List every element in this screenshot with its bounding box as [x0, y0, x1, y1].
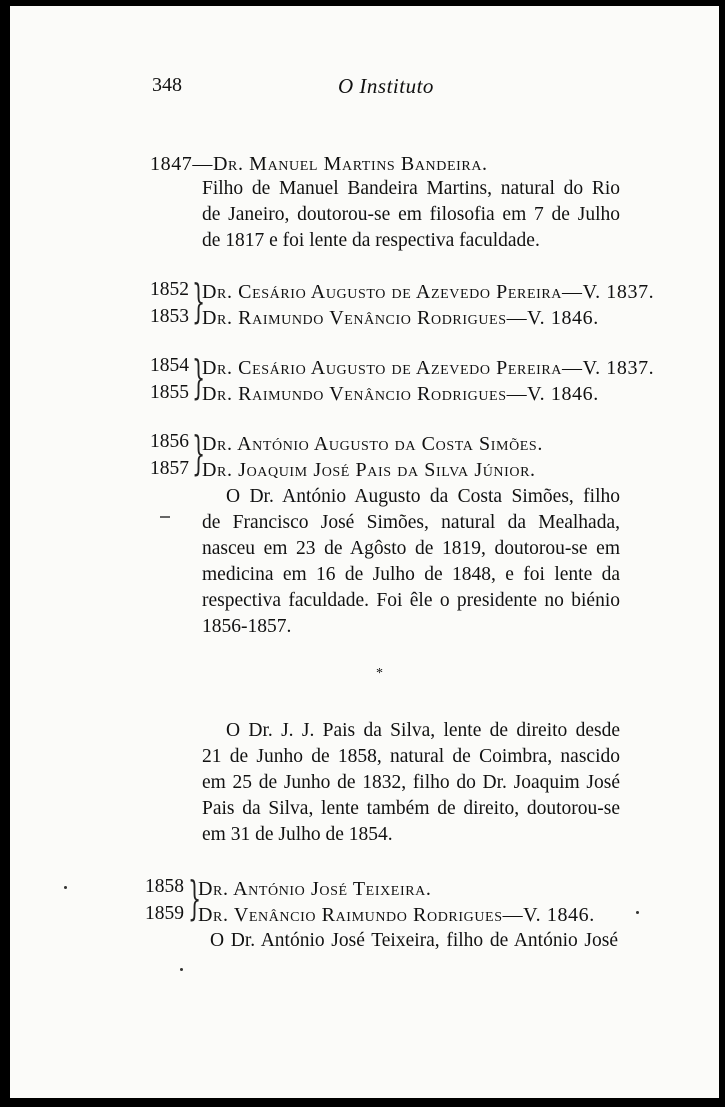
- silva-paragraph: [202, 718, 620, 848]
- year-label: 1856: [150, 431, 189, 452]
- paragraph-line: nasceu em 23 de Agôsto de 1819, doutorou-se em: [202, 538, 620, 559]
- entry-1847-heading: 1847—Dr. Manuel Martins Bandeira.: [150, 153, 488, 175]
- name-line: Dr. António José Teixeira.: [198, 878, 432, 900]
- name-line: Dr. Joaquim José Pais da Silva Júnior.: [202, 459, 536, 481]
- paragraph-line: em 31 de Julho de 1854.: [202, 824, 393, 845]
- paragraph-line: O Dr. António Augusto da Costa Simões, filho: [226, 486, 620, 507]
- brace-icon: }: [192, 274, 206, 328]
- scan-mark: [160, 516, 170, 518]
- scan-speck: [636, 911, 639, 914]
- paragraph-line: 1856-1857.: [202, 616, 292, 637]
- entry-1858-paragraph: [198, 928, 618, 954]
- year-label: 1858: [145, 876, 184, 897]
- name-line: Dr. Cesário Augusto de Azevedo Pereira—V. 1837.: [202, 281, 655, 303]
- name-line: Dr. Cesário Augusto de Azevedo Pereira—V. 1837.: [202, 357, 655, 379]
- entry-1856-paragraph: [202, 484, 620, 640]
- brace-icon: }: [188, 871, 202, 925]
- name-line: Dr. António Augusto da Costa Simões.: [202, 433, 543, 455]
- running-title: O Instituto: [338, 74, 434, 98]
- paragraph-line: medicina em 16 de Julho de 1848, e foi lente da: [202, 564, 620, 585]
- name-line: Dr. Raimundo Venâncio Rodrigues—V. 1846.: [202, 383, 599, 405]
- book-page: [10, 6, 719, 1098]
- paragraph-line: Filho de Manuel Bandeira Martins, natural do Rio: [202, 178, 620, 199]
- year-label: 1854: [150, 355, 189, 376]
- paragraph-line: Pais da Silva, lente também de direito, doutorou-se: [202, 798, 620, 819]
- year-label: 1852: [150, 279, 189, 300]
- year-label: 1855: [150, 382, 189, 403]
- name-line: Dr. Venâncio Raimundo Rodrigues—V. 1846.: [198, 904, 595, 926]
- scan-speck: [180, 968, 183, 971]
- name-line: Dr. Raimundo Venâncio Rodrigues—V. 1846.: [202, 307, 599, 329]
- brace-icon: }: [192, 350, 206, 404]
- year-label: 1853: [150, 306, 189, 327]
- section-separator: *: [376, 666, 383, 681]
- year-label: 1857: [150, 458, 189, 479]
- paragraph-line: de Francisco José Simões, natural da Mealhada,: [202, 512, 620, 533]
- brace-icon: }: [192, 426, 206, 480]
- scan-speck: [64, 886, 67, 889]
- paragraph-line: de 1817 e foi lente da respectiva faculdade.: [202, 230, 540, 251]
- paragraph-line: O Dr. António José Teixeira, filho de António José: [210, 930, 618, 951]
- paragraph-line: em 25 de Junho de 1832, filho do Dr. Joaquim José: [202, 772, 620, 793]
- entry-1847-paragraph: [202, 176, 620, 254]
- paragraph-line: O Dr. J. J. Pais da Silva, lente de direito desde: [226, 720, 620, 741]
- paragraph-line: respectiva faculdade. Foi êle o presidente no biénio: [202, 590, 620, 611]
- year-label: 1859: [145, 903, 184, 924]
- paragraph-line: 21 de Junho de 1858, natural de Coimbra, nascido: [202, 746, 620, 767]
- paragraph-line: de Janeiro, doutorou-se em filosofia em 7 de Julho: [202, 204, 620, 225]
- page-number: 348: [152, 74, 182, 96]
